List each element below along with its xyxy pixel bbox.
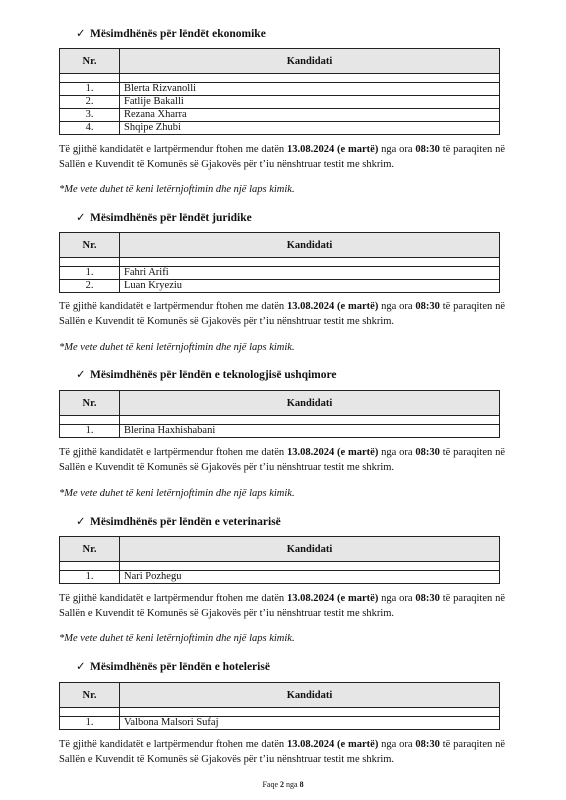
table-row bbox=[60, 109, 500, 122]
notice-text: nga ora bbox=[378, 447, 416, 458]
notice-text: të paraqiten në Sallën e Kuvendit të Komunës së Gjakovës për t’iu nënshtruar testit me shkrim. bbox=[59, 144, 505, 170]
note-text: *Me vete duhet të keni letërnjoftimin dhe një laps kimik. bbox=[59, 633, 295, 644]
note-text: *Me vete duhet të keni letërnjoftimin dhe një laps kimik. bbox=[59, 342, 295, 353]
notice-text: Të gjithë kandidatët e lartpërmendur ftohen me datën bbox=[59, 301, 287, 312]
notice-paragraph bbox=[59, 738, 505, 767]
row-nr: 1. bbox=[60, 717, 120, 730]
notice-text: nga ora bbox=[378, 739, 416, 750]
row-name: Luan Kryeziu bbox=[120, 280, 500, 293]
section-heading bbox=[76, 659, 270, 673]
row-nr: 4. bbox=[60, 122, 120, 135]
notice-date: 13.08.2024 (e martë) bbox=[286, 739, 379, 750]
header-kandidati: Kandidati bbox=[120, 49, 500, 74]
row-name: Shqipe Zhubi bbox=[120, 122, 500, 135]
notice-paragraph bbox=[59, 143, 505, 172]
notice-time: 08:30 bbox=[415, 593, 440, 604]
candidates-table bbox=[59, 682, 500, 730]
table-header-row bbox=[60, 537, 500, 562]
table-row bbox=[60, 96, 500, 109]
note-text: *Me vete duhet të keni letërnjoftimin dhe një laps kimik. bbox=[59, 184, 295, 195]
notice-date: 13.08.2024 (e martë) bbox=[286, 301, 379, 312]
candidates-table bbox=[59, 48, 500, 135]
section-title: Mësimdhënës për lëndët ekonomike bbox=[90, 28, 266, 40]
notice-text: Të gjithë kandidatët e lartpërmendur ftohen me datën bbox=[59, 144, 287, 155]
header-nr: Nr. bbox=[60, 233, 120, 258]
checkmark-icon: ✓ bbox=[76, 369, 86, 381]
header-kandidati: Kandidati bbox=[120, 537, 500, 562]
table-header-row bbox=[60, 49, 500, 74]
checkmark-icon: ✓ bbox=[76, 516, 86, 528]
table-row bbox=[60, 267, 500, 280]
section-heading bbox=[76, 514, 281, 528]
table-row bbox=[60, 122, 500, 135]
notice-paragraph bbox=[59, 592, 505, 621]
notice-text: nga ora bbox=[378, 593, 416, 604]
note-text: *Me vete duhet të keni letërnjoftimin dhe një laps kimik. bbox=[59, 488, 295, 499]
section-title: Mësimdhënës për lëndët juridike bbox=[90, 212, 252, 224]
candidates-table bbox=[59, 232, 500, 293]
notice-text: të paraqiten në Sallën e Kuvendit të Komunës së Gjakovës për t’iu nënshtruar testit me shkrim. bbox=[59, 447, 505, 473]
header-nr: Nr. bbox=[60, 49, 120, 74]
row-nr: 2. bbox=[60, 96, 120, 109]
footer-text: Faqe bbox=[262, 780, 280, 789]
row-name: Blerina Haxhishabani bbox=[120, 425, 500, 438]
notice-paragraph bbox=[59, 300, 505, 329]
notice-text: Të gjithë kandidatët e lartpërmendur ftohen me datën bbox=[59, 447, 287, 458]
notice-text: nga ora bbox=[378, 144, 416, 155]
section-heading bbox=[76, 210, 252, 224]
section-title: Mësimdhënës për lëndën e veterinarisë bbox=[90, 516, 281, 528]
notice-text: të paraqiten në Sallën e Kuvendit të Komunës së Gjakovës për t’iu nënshtruar testit me shkrim. bbox=[59, 301, 505, 327]
table-header-row bbox=[60, 391, 500, 416]
notice-text: nga ora bbox=[378, 301, 416, 312]
section-heading bbox=[76, 367, 337, 381]
header-kandidati: Kandidati bbox=[120, 391, 500, 416]
header-nr: Nr. bbox=[60, 683, 120, 708]
notice-time: 08:30 bbox=[415, 144, 440, 155]
footer-text: nga bbox=[284, 780, 300, 789]
checkmark-icon: ✓ bbox=[76, 212, 86, 224]
footer-page-number: 2 bbox=[280, 780, 284, 789]
page-footer bbox=[0, 780, 566, 789]
notice-paragraph bbox=[59, 446, 505, 475]
header-nr: Nr. bbox=[60, 391, 120, 416]
table-header-row bbox=[60, 683, 500, 708]
notice-time: 08:30 bbox=[415, 447, 440, 458]
notice-time: 08:30 bbox=[415, 301, 440, 312]
table-row bbox=[60, 83, 500, 96]
header-kandidati: Kandidati bbox=[120, 683, 500, 708]
checkmark-icon: ✓ bbox=[76, 661, 86, 673]
table-row bbox=[60, 280, 500, 293]
table-row bbox=[60, 717, 500, 730]
notice-text: të paraqiten në Sallën e Kuvendit të Komunës së Gjakovës për t’iu nënshtruar testit me shkrim. bbox=[59, 593, 505, 619]
footer-total-pages: 8 bbox=[299, 780, 304, 789]
table-header-row bbox=[60, 233, 500, 258]
section-title: Mësimdhënës për lëndën e teknologjisë ushqimore bbox=[90, 369, 337, 381]
row-name: Fahri Arifi bbox=[120, 267, 500, 280]
row-name: Valbona Malsori Sufaj bbox=[120, 717, 500, 730]
row-name: Nari Pozhegu bbox=[120, 571, 500, 584]
notice-text: Të gjithë kandidatët e lartpërmendur ftohen me datën bbox=[59, 593, 287, 604]
candidates-table bbox=[59, 390, 500, 438]
row-name: Rezana Xharra bbox=[120, 109, 500, 122]
section-heading bbox=[76, 26, 266, 40]
header-nr: Nr. bbox=[60, 537, 120, 562]
row-nr: 1. bbox=[60, 425, 120, 438]
section-title: Mësimdhënës për lëndën e hotelerisë bbox=[90, 661, 270, 673]
notice-text: të paraqiten në Sallën e Kuvendit të Komunës së Gjakovës për t’iu nënshtruar testit me shkrim. bbox=[59, 739, 505, 765]
notice-date: 13.08.2024 (e martë) bbox=[286, 144, 379, 155]
row-nr: 3. bbox=[60, 109, 120, 122]
table-row bbox=[60, 425, 500, 438]
row-nr: 1. bbox=[60, 267, 120, 280]
header-kandidati: Kandidati bbox=[120, 233, 500, 258]
row-nr: 2. bbox=[60, 280, 120, 293]
notice-date: 13.08.2024 (e martë) bbox=[286, 447, 379, 458]
notice-time: 08:30 bbox=[415, 739, 440, 750]
notice-date: 13.08.2024 (e martë) bbox=[286, 593, 379, 604]
row-name: Blerta Rizvanolli bbox=[120, 83, 500, 96]
checkmark-icon: ✓ bbox=[76, 28, 86, 40]
table-row bbox=[60, 571, 500, 584]
row-name: Fatlije Bakalli bbox=[120, 96, 500, 109]
row-nr: 1. bbox=[60, 571, 120, 584]
notice-text: Të gjithë kandidatët e lartpërmendur ftohen me datën bbox=[59, 739, 287, 750]
row-nr: 1. bbox=[60, 83, 120, 96]
candidates-table bbox=[59, 536, 500, 584]
